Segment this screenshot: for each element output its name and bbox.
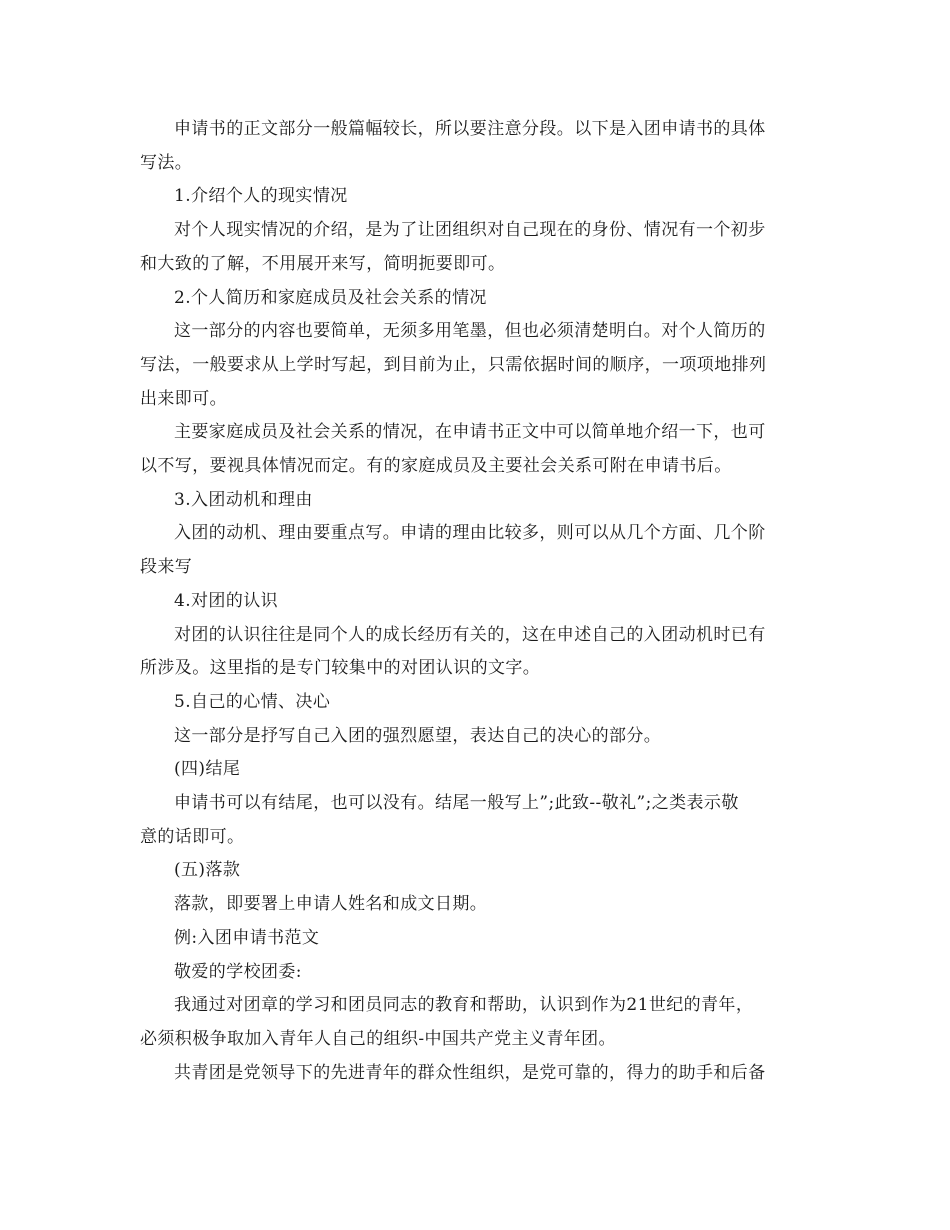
paragraph bbox=[140, 989, 812, 1056]
text-line: 写法。 bbox=[140, 152, 193, 173]
document-body bbox=[140, 113, 812, 1090]
text-line: 和大致的了解，不用展开来写，简明扼要即可。 bbox=[140, 253, 506, 274]
text-line: (五)落款 bbox=[174, 860, 241, 881]
paragraph bbox=[140, 619, 812, 686]
text-line: 共青团是党领导下的先进青年的群众性组织，是党可靠的，得力的助手和后备 bbox=[174, 1062, 766, 1083]
text-line: (四)结尾 bbox=[174, 759, 241, 780]
text-line: 以不写，要视具体情况而定。有的家庭成员及主要社会关系可附在申请书后。 bbox=[140, 456, 732, 477]
paragraph bbox=[140, 416, 812, 483]
text-line: 意的话即可。 bbox=[140, 826, 245, 847]
text-line: 例:入团申请书范文 bbox=[174, 927, 320, 948]
paragraph bbox=[140, 315, 812, 416]
text-line: 对个人现实情况的介绍，是为了让团组织对自己现在的身份、情况有一个初步 bbox=[174, 220, 766, 241]
paragraph bbox=[140, 753, 812, 787]
text-line: 对团的认识往往是同个人的成长经历有关的，这在申述自己的入团动机时已有 bbox=[174, 624, 766, 645]
text-line: 出来即可。 bbox=[140, 388, 227, 409]
paragraph bbox=[140, 180, 812, 214]
text-line: 段来写 bbox=[140, 557, 193, 578]
paragraph bbox=[140, 686, 812, 720]
text-line: 入团的动机、理由要重点写。申请的理由比较多，则可以从几个方面、几个阶 bbox=[174, 523, 766, 544]
paragraph bbox=[140, 888, 812, 922]
text-line: 主要家庭成员及社会关系的情况，在申请书正文中可以简单地介绍一下，也可 bbox=[174, 422, 766, 443]
text-line: 2.个人简历和家庭成员及社会关系的情况 bbox=[174, 287, 487, 308]
paragraph bbox=[140, 1057, 812, 1091]
paragraph bbox=[140, 854, 812, 888]
paragraph bbox=[140, 922, 812, 956]
text-line: 落款，即要署上申请人姓名和成文日期。 bbox=[174, 894, 488, 915]
paragraph bbox=[140, 517, 812, 584]
paragraph bbox=[140, 484, 812, 518]
text-line: 3.入团动机和理由 bbox=[174, 489, 313, 510]
text-line: 所涉及。这里指的是专门较集中的对团认识的文字。 bbox=[140, 658, 541, 679]
text-line: 申请书的正文部分一般篇幅较长，所以要注意分段。以下是入团申请书的具体 bbox=[174, 119, 766, 139]
paragraph bbox=[140, 214, 812, 281]
text-line: 必须积极争取加入青年人自己的组织-中国共产党主义青年团。 bbox=[140, 1028, 616, 1049]
text-line: 4.对团的认识 bbox=[174, 590, 279, 611]
text-line: 这一部分是抒写自己入团的强烈愿望，表达自己的决心的部分。 bbox=[174, 725, 662, 746]
text-line: 1.介绍个人的现实情况 bbox=[174, 186, 348, 207]
text-line: 这一部分的内容也要简单，无须多用笔墨，但也必须清楚明白。对个人简历的 bbox=[174, 321, 766, 342]
text-line: 申请书可以有结尾，也可以没有。结尾一般写上”;此致--敬礼”;之类表示敬 bbox=[174, 793, 739, 814]
text-line: 写法，一般要求从上学时写起，到目前为止，只需依据时间的顺序，一项项地排列 bbox=[140, 354, 767, 375]
paragraph bbox=[140, 585, 812, 619]
text-line: 敬爱的学校团委: bbox=[174, 961, 302, 982]
paragraph bbox=[140, 113, 812, 180]
text-line: 5.自己的心情、决心 bbox=[174, 691, 331, 712]
paragraph bbox=[140, 956, 812, 990]
text-line: 我通过对团章的学习和团员同志的教育和帮助，认识到作为21世纪的青年， bbox=[174, 995, 754, 1016]
paragraph bbox=[140, 787, 812, 854]
paragraph bbox=[140, 282, 812, 316]
paragraph bbox=[140, 720, 812, 754]
